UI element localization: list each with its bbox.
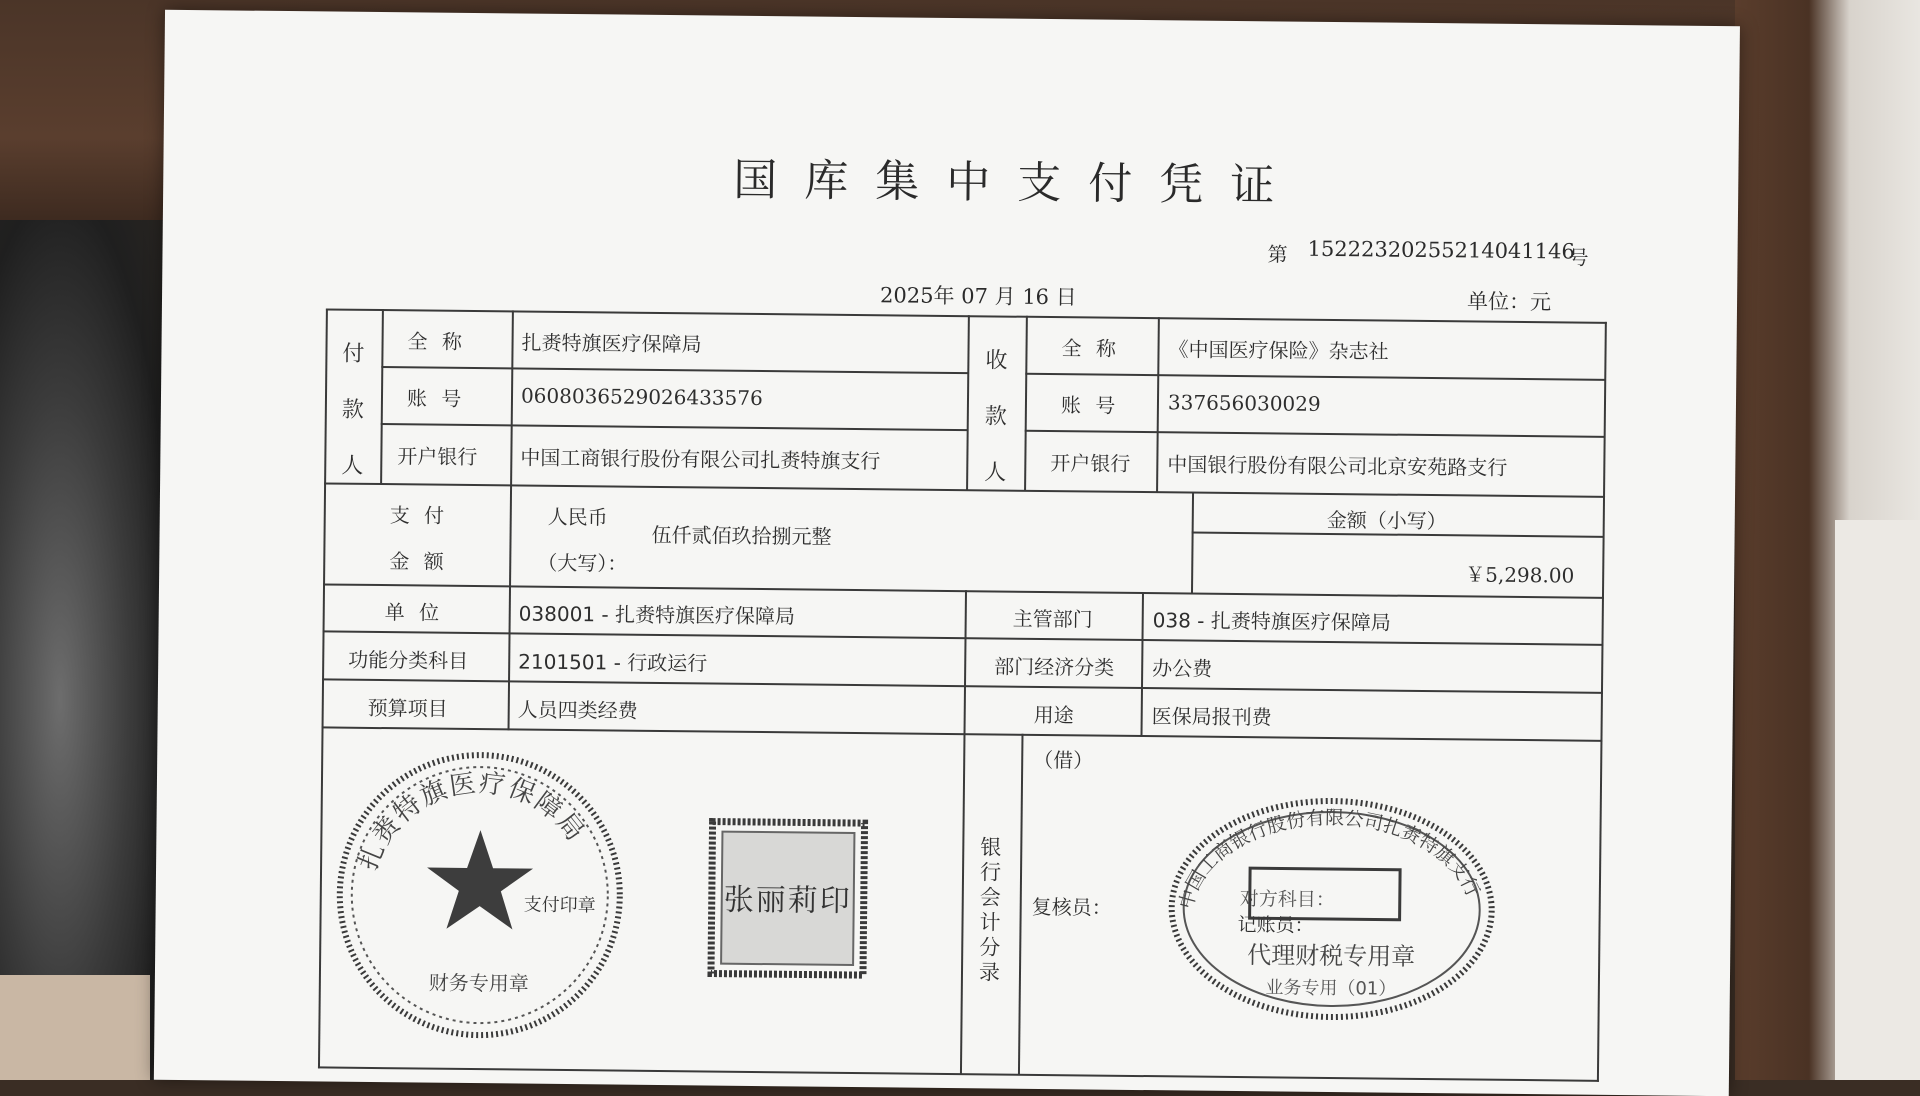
col-divider: [1140, 592, 1144, 737]
amount-capital: 伍仟贰佰玖拾捌元整: [651, 522, 832, 549]
amount-label-line2: 金 额: [389, 549, 448, 574]
bank-seal-text: 中国工商银行股份有限公司扎赉特旗支行: [1175, 806, 1484, 912]
econ-class-value: 办公费: [1152, 656, 1213, 681]
budget-item-value: 人员四类经费: [517, 697, 638, 723]
voucher-form-table: [318, 308, 1607, 1081]
bank-seal-mid: 代理财税专用章: [1247, 941, 1416, 971]
amount-currency-label: 人民币: [547, 504, 608, 530]
payee-bank-label: 开户银行: [1050, 451, 1131, 476]
col-divider: [1024, 316, 1028, 491]
row-divider: [323, 583, 1604, 598]
table-border: [326, 308, 1607, 323]
use-label: 用途: [1033, 702, 1074, 728]
currency-unit: 单位：元: [1466, 289, 1552, 315]
col-divider: [966, 315, 970, 490]
dept-value: 038 - 扎赉特旗医疗保障局: [1152, 608, 1391, 635]
col-divider: [380, 309, 384, 484]
payee-name-label: 全 称: [1061, 336, 1121, 361]
function-class-label: 功能分类科目: [348, 647, 469, 673]
amount-small-label: 金额（小写）: [1326, 507, 1447, 534]
payer-bank: 中国工商银行股份有限公司扎赉特旗支行: [520, 445, 881, 474]
credit-subject-label: 对方科目：: [1239, 888, 1335, 912]
payer-account: 0608036529026433576: [520, 383, 763, 411]
pay-seal-label: 支付印章: [523, 894, 596, 917]
row-divider: [381, 423, 968, 431]
row-divider: [1025, 430, 1605, 438]
dept-label: 主管部门: [1012, 606, 1093, 632]
col-divider: [508, 310, 514, 730]
row-divider: [381, 366, 968, 374]
unit-value: 038001 - 扎赉特旗医疗保障局: [518, 601, 796, 629]
voucher-number: 15222320255214041146: [1307, 236, 1575, 264]
voucher-number-suffix: 号: [1568, 245, 1589, 270]
voucher-title: 国库集中支付凭证: [733, 154, 1302, 212]
payer-label: 付款人: [341, 341, 365, 479]
payer-seal-text: 扎赉特旗医疗保障局: [353, 768, 591, 875]
econ-class-label: 部门经济分类: [994, 654, 1115, 680]
bank-seal-no: 业务专用（01）: [1265, 977, 1397, 1000]
col-divider: [1191, 493, 1194, 594]
personal-seal-stamp: [707, 817, 869, 979]
row-divider: [322, 678, 1603, 693]
background-table: [0, 975, 150, 1080]
payee-label: 收款人: [984, 348, 1008, 486]
payer-bank-label: 开户银行: [397, 444, 478, 470]
payer-name: 扎赉特旗医疗保障局: [521, 330, 702, 357]
function-class-value: 2101501 - 行政运行: [518, 649, 708, 676]
voucher-number-prefix: 第: [1267, 242, 1288, 267]
payer-seal-sub: 财务专用章: [428, 970, 529, 996]
personal-seal-text: 张丽莉印: [723, 882, 852, 919]
payer-seal-stamp: [328, 739, 631, 1052]
payer-account-label: 账 号: [406, 386, 466, 411]
row-divider: [1025, 373, 1605, 381]
voucher-date: 2025年 07 月 16 日: [879, 283, 1077, 310]
payee-name: 《中国医疗保险》杂志社: [1168, 337, 1389, 364]
payer-name-label: 全 称: [407, 329, 467, 354]
col-divider: [1018, 734, 1024, 1075]
background-left-object: [0, 220, 170, 1080]
bank-seal-stamp: [1160, 787, 1502, 1031]
reviewer-label: 复核员：: [1031, 894, 1112, 920]
payee-account: 337656030029: [1167, 390, 1321, 416]
use-value: 医保局报刊费: [1151, 704, 1272, 730]
col-divider: [1156, 317, 1160, 492]
row-divider: [324, 482, 1605, 497]
payee-account-label: 账 号: [1060, 393, 1120, 418]
payment-voucher: [154, 10, 1740, 1096]
budget-item-label: 预算项目: [367, 695, 448, 721]
payee-bank: 中国银行股份有限公司北京安苑路支行: [1167, 452, 1508, 480]
amount-capital-label: （大写）：: [537, 550, 628, 576]
table-border: [318, 308, 328, 1068]
col-divider: [960, 590, 967, 1074]
debit-label: （借）: [1033, 747, 1094, 773]
bank-entry-label: 银行会计分录: [978, 835, 1002, 985]
amount-label-line1: 支 付: [389, 503, 449, 528]
row-divider: [323, 630, 1604, 645]
unit-label: 单 位: [384, 600, 444, 625]
bookkeeper-label: 记账员：: [1237, 914, 1314, 937]
background-paper-sheet: [1835, 520, 1920, 1080]
svg-text:中国工商银行股份有限公司扎赉特旗支行: [1175, 805, 1485, 914]
amount-small: ￥5,298.00: [1465, 562, 1575, 588]
